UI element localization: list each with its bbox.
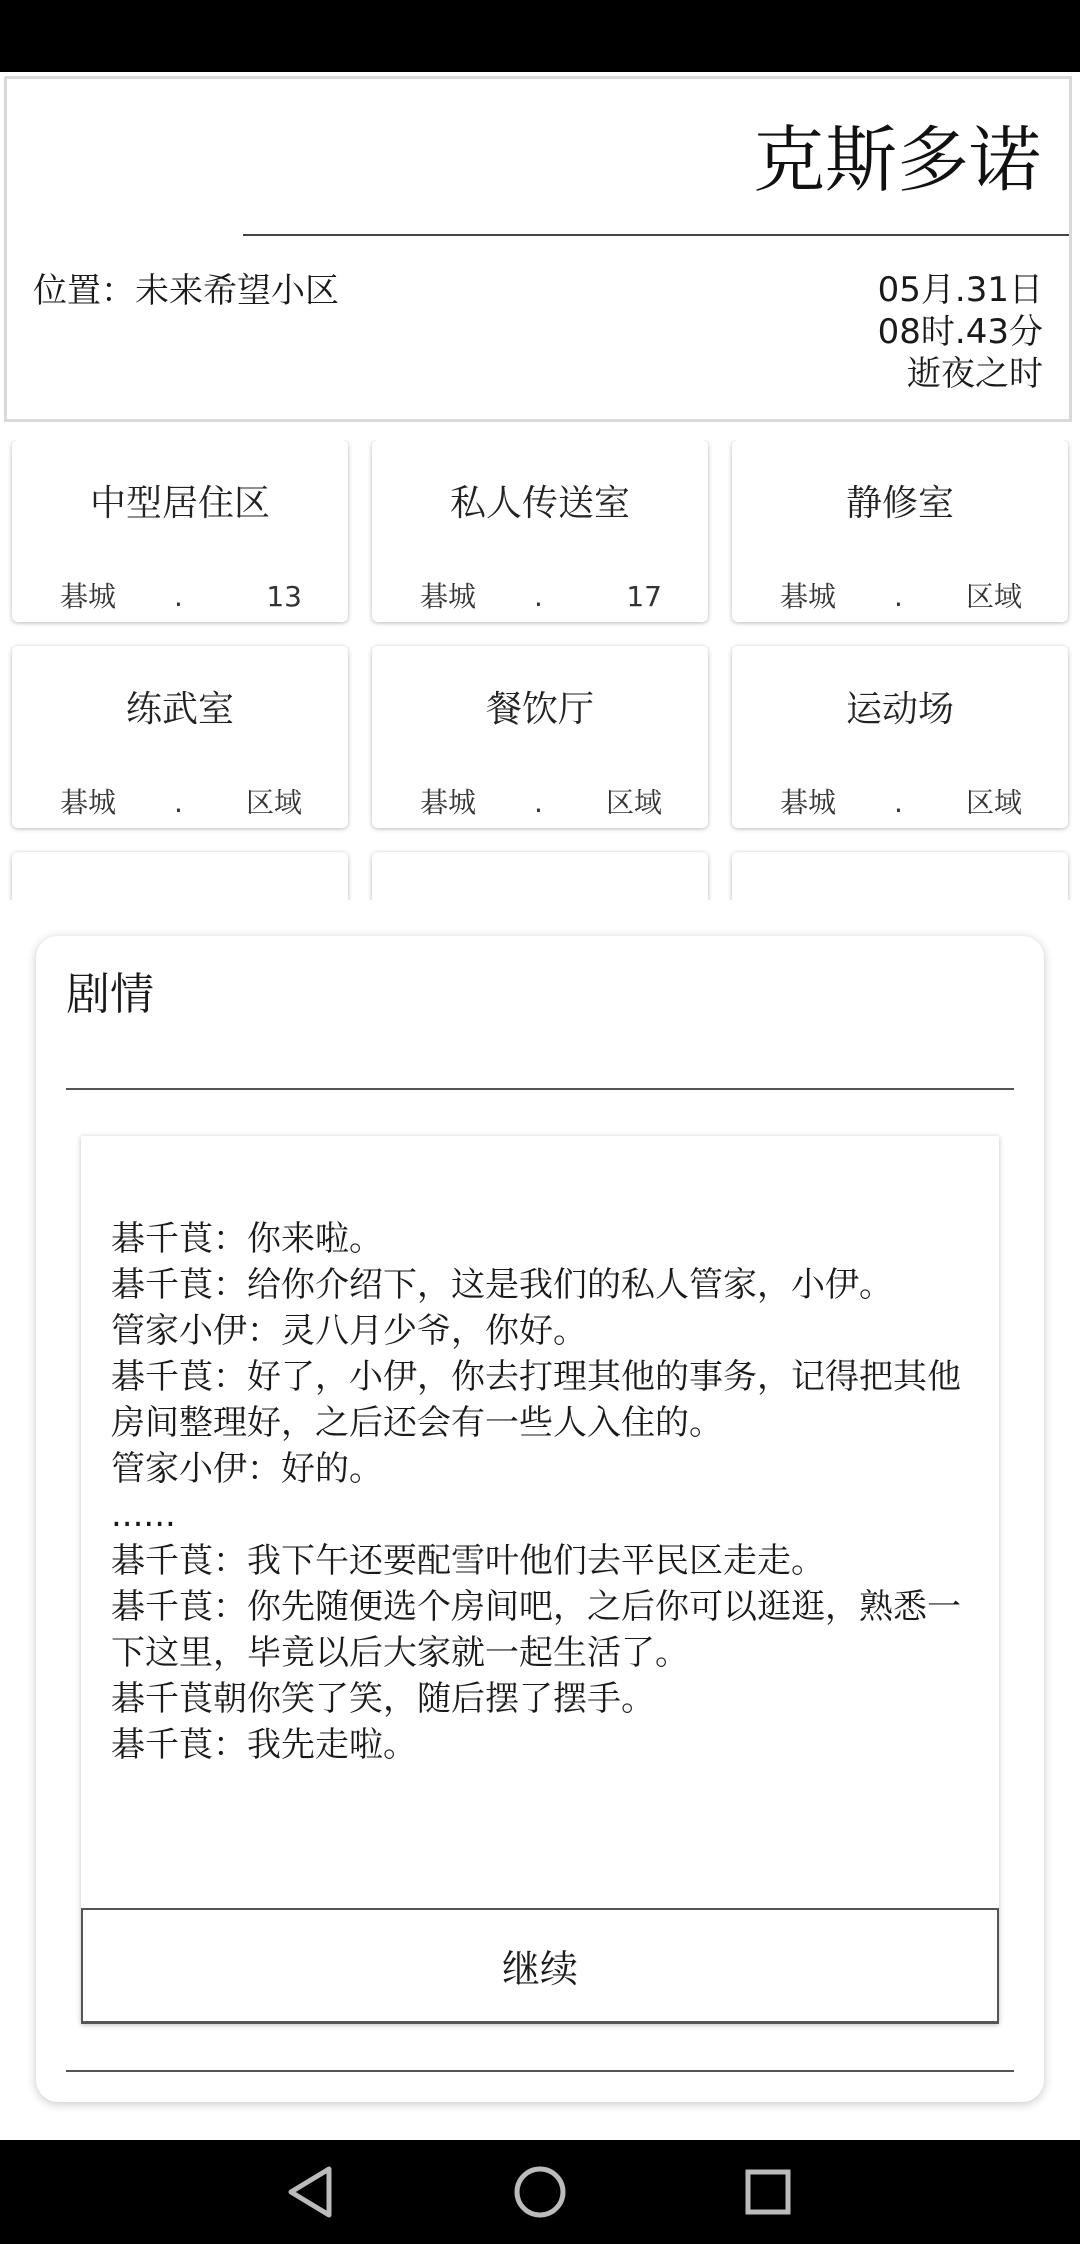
room-city: 碁城 (780, 786, 837, 819)
room-card-teleport-room[interactable] (372, 440, 708, 622)
room-city: 碁城 (780, 580, 837, 613)
room-tag: 区域 (245, 786, 302, 819)
story-line: 碁千莨：我先走啦。 (111, 1725, 417, 1765)
story-line: 碁千莨：你先随便选个房间吧，之后你可以逛逛，熟悉一下这里，毕竟以后大家就一起生活了。 (111, 1587, 961, 1673)
story-title: 剧情 (66, 969, 154, 1020)
room-tag: 13 (266, 580, 302, 613)
room-name: 练武室 (125, 689, 234, 730)
room-name: 静修室 (845, 483, 954, 524)
home-circle-icon[interactable] (510, 2162, 570, 2222)
period-label: 逝夜之时 (907, 354, 1043, 394)
story-text (111, 1216, 981, 1768)
room-city: 碁城 (420, 580, 477, 613)
room-separator: . (894, 786, 903, 819)
room-tag: 区域 (965, 580, 1022, 613)
navigation-bar (0, 2140, 1080, 2244)
room-tag: 区域 (965, 786, 1022, 819)
room-name: 中型居住区 (89, 483, 270, 524)
status-bar (0, 0, 1080, 72)
recents-square-icon[interactable] (738, 2162, 798, 2222)
location-header (4, 76, 1072, 422)
room-name: 餐饮厅 (485, 689, 594, 730)
header-title: 克斯多诺 (752, 118, 1041, 202)
room-card-martial-room[interactable] (12, 646, 348, 828)
room-separator: . (534, 580, 543, 613)
story-line: 管家小伊：好的。 (111, 1449, 383, 1489)
room-name: 私人传送室 (449, 483, 630, 524)
story-divider (66, 1088, 1014, 1090)
room-grid (0, 440, 1080, 900)
room-name: 运动场 (845, 689, 954, 730)
room-card-living-area[interactable] (12, 440, 348, 622)
room-city: 碁城 (60, 786, 117, 819)
time-label: 08时.43分 (877, 312, 1043, 352)
room-separator: . (174, 786, 183, 819)
room-separator: . (894, 580, 903, 613)
room-card-partial[interactable] (732, 852, 1068, 900)
room-card-sports-field[interactable] (732, 646, 1068, 828)
room-separator: . (174, 580, 183, 613)
room-separator: . (534, 786, 543, 819)
story-divider-bottom (66, 2070, 1014, 2072)
datetime-block (878, 269, 1043, 395)
room-card-dining-hall[interactable] (372, 646, 708, 828)
room-card-meditation-room[interactable] (732, 440, 1068, 622)
story-line: 碁千莨：好了，小伊，你去打理其他的事务，记得把其他房间整理好，之后还会有一些人入住的。 (111, 1357, 961, 1443)
story-line: 碁千莨：我下午还要配雪叶他们去平民区走走。 (111, 1541, 825, 1581)
date-label: 05月.31日 (877, 270, 1043, 310)
location-label: 位置：未来希望小区 (33, 271, 339, 311)
room-tag: 区域 (605, 786, 662, 819)
room-card-partial[interactable] (12, 852, 348, 900)
continue-button[interactable]: 继续 (81, 1908, 999, 2024)
story-content-box (81, 1136, 999, 2024)
story-line: 碁千莨：给你介绍下，这是我们的私人管家，小伊。 (111, 1265, 893, 1305)
room-city: 碁城 (60, 580, 117, 613)
story-dialog (36, 936, 1044, 2102)
room-city: 碁城 (420, 786, 477, 819)
story-line: ...... (111, 1495, 176, 1535)
header-divider (243, 234, 1069, 236)
room-card-partial[interactable] (372, 852, 708, 900)
story-line: 碁千莨朝你笑了笑，随后摆了摆手。 (111, 1679, 655, 1719)
back-triangle-icon[interactable] (280, 2162, 340, 2222)
story-line: 管家小伊：灵八月少爷，你好。 (111, 1311, 587, 1351)
story-line: 碁千莨：你来啦。 (111, 1219, 383, 1259)
room-tag: 17 (626, 580, 662, 613)
